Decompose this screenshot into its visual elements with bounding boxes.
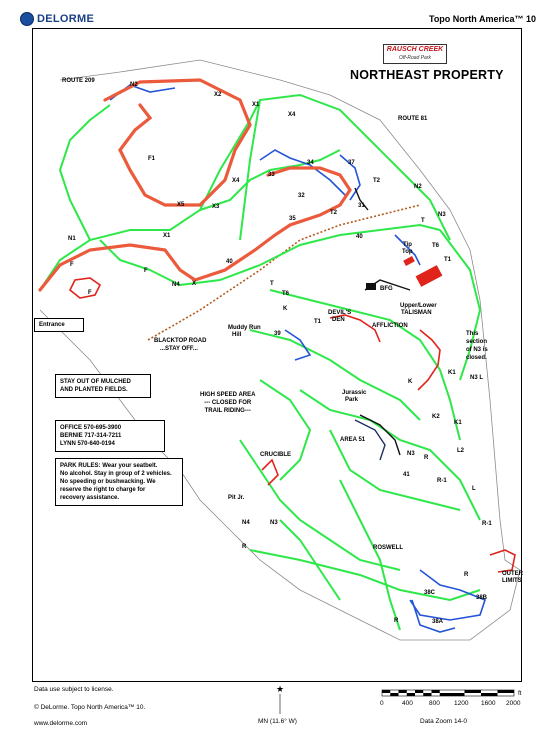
trail-label-t39: 39 [274,331,281,337]
trail-label-t34: 34 [307,160,314,166]
trail-label-mrh2: Hill [232,332,242,338]
n3-closed-note [466,330,488,362]
contact-office: OFFICE 570-695-3900 [60,425,122,431]
trail-label-x4b: X4 [232,178,240,184]
trail-label-t2b: T2 [330,210,338,216]
scale-tick-1200: 1200 [454,700,469,707]
trail-label-tiptop2: Top [402,249,413,255]
tiptop-block [403,256,415,266]
scale-bar [382,690,514,696]
trail-label-t1b: T1 [314,319,322,325]
svg-text:★: ★ [276,685,285,695]
badge-line2: Off-Road Park [399,55,431,61]
mulch-line-1: STAY OUT OF MULCHED [60,379,131,385]
scale-ticks [382,700,522,708]
trail-label-rc: R [464,572,469,578]
trail-label-t6b: T6 [282,291,290,297]
scale-tick-400: 400 [402,700,413,707]
entrance-label: Entrance [39,322,65,328]
trail-label-k2: K [408,379,413,385]
blacktop-label-2: ...STAY OFF... [160,346,198,352]
trail-label-t: T [421,218,425,224]
trail-label-t33: 33 [268,172,275,178]
trail-label-r1b: R-1 [482,521,492,527]
scale-tick-1600: 1600 [481,700,496,707]
trail-label-ul: Upper/Lower [400,303,437,309]
trail-label-jp2: Park [345,397,359,403]
trail-label-t38c: 38C [424,590,436,596]
entrance-box [34,318,84,332]
trail-label-x3: X3 [212,204,220,210]
mulch-line-2: AND PLANTED FIELDS. [60,387,128,393]
high-speed-1: HIGH SPEED AREA [200,392,256,398]
trail-label-f: F [70,262,74,268]
trail-label-f1: F1 [148,156,156,162]
green-trails [40,95,480,630]
trail-label-n3l: N3 L [470,375,484,381]
trail-label-rb: R [242,544,247,550]
trail-label-n4a: N4 [172,282,180,288]
trail-label-t1a: T1 [444,257,452,263]
trail-label-n3b: N3 [407,451,415,457]
route-81-label: ROUTE 81 [398,116,428,122]
trail-label-k1b: K1 [454,420,462,426]
trail-label-cru: CRUCIBLE [260,452,291,458]
trail-label-x4a: X4 [288,112,296,118]
high-speed-note [200,391,255,415]
trail-label-mrh: Muddy Run [228,325,261,331]
trail-label-a51: AREA 51 [340,437,366,443]
high-speed-3: TRAIL RIDING--- [204,408,251,414]
trail-label-x1a: X1 [252,102,260,108]
data-zoom: Data Zoom 14-0 [420,718,467,725]
trail-label-t35: 35 [289,216,296,222]
trail-label-dd2: DEN [332,317,345,323]
trail-label-tb: T [270,281,274,287]
trail-label-n2b: N2 [414,184,422,190]
trail-label-x1b: X1 [163,233,171,239]
rules-line-3: No speeding or bushwacking. We [60,479,156,485]
rules-line-2: No alcohol. Stay in group of 2 vehicles. [60,471,172,477]
copyright-note: © DeLorme. Topo North America™ 10. [34,704,146,711]
trail-label-ros: ROSWELL [373,545,403,551]
logo-text: DELORME [37,13,95,25]
rules-line-4: reserve the right to charge for [60,487,146,493]
contact-bernie: BERNIE 717-314-7211 [60,433,122,439]
trail-label-t6a: T6 [432,243,440,249]
trail-label-tiptop: Tip [403,242,412,248]
trail-label-jp: Jurassic [342,390,367,396]
trail-label-ol2: LIMITS [502,578,522,584]
scale-tick-2000: 2000 [506,700,521,707]
trail-label-l: L [472,486,476,492]
scale-unit: ft [518,690,522,697]
trail-label-n1: N1 [68,236,76,242]
trail-label-x: X [192,281,197,287]
trail-label-k2b: K2 [432,414,440,420]
trail-label-t40b: 40 [356,234,363,240]
trail-label-t38a: 38A [432,619,444,625]
trail-label-t38b: 38B [476,595,488,601]
badge-line1: RAUSCH CREEK [386,46,444,53]
trail-label-t40a: 40 [226,259,233,265]
highlight-route [40,80,350,290]
n3-closed-3: of N3 is [466,347,488,353]
contact-lynn: LYNN 570-640-0194 [60,441,115,447]
blacktop-road [148,205,420,340]
trail-label-ol: OUTER [502,571,523,577]
trail-label-k: K [283,306,288,312]
n3-closed-2: section [466,339,488,345]
trail-label-fb: F [144,268,148,274]
scale-tick-0: 0 [380,700,384,707]
north-arrow-icon [276,685,284,714]
map-title: NORTHEAST PROPERTY [350,68,504,82]
property-boundary [40,60,520,640]
rules-line-5: recovery assistance. [60,495,120,501]
trail-label-pj: Pit Jr. [228,495,245,501]
trail-label-r: R [424,455,429,461]
trail-label-rd: R [394,618,399,624]
rules-line-1: PARK RULES: Wear your seatbelt. [60,463,158,469]
trail-label-f2: F [88,290,92,296]
high-speed-2: --- CLOSED FOR [204,400,252,406]
scale-tick-800: 800 [429,700,440,707]
delorme-link[interactable]: www.delorme.com [34,720,88,727]
trail-label-t2a: T2 [373,178,381,184]
rausch-creek-badge [383,44,447,64]
trail-label-l2: L2 [457,448,465,454]
bfg-block [366,283,376,290]
route-209-label: ROUTE 209 [62,78,95,84]
trail-label-t32: 32 [298,193,305,199]
trail-label-t37: 37 [348,160,355,166]
talisman-block [416,265,443,287]
trail-label-n2: N2 [130,82,138,88]
n3-closed-1: This [466,331,479,337]
contacts-box [55,420,165,452]
trail-label-aff: AFFLICTION [372,323,408,329]
trail-label-n3a: N3 [438,212,446,218]
trail-label-x2: X2 [214,92,222,98]
trail-label-n4b: N4 [242,520,250,526]
trail-label-t41: 41 [403,472,410,478]
trail-label-tal: TALISMAN [401,310,432,316]
product-name: Topo North America™ 10 [428,14,536,24]
trail-label-bfg: BFG [380,286,393,292]
trail-label-r1a: R-1 [437,478,447,484]
park-rules-box [55,458,183,506]
blacktop-label-1: BLACKTOP ROAD [154,338,207,344]
mulch-warning [55,374,151,398]
license-note: Data use subject to license. [34,686,114,693]
trail-label-k1: K1 [448,370,456,376]
trail-label-x5: X5 [177,202,185,208]
trail-label-t31: 31 [358,203,365,209]
n3-closed-4: closed. [466,355,487,361]
declination: MN (11.6° W) [258,718,297,725]
trail-label-n3c: N3 [270,520,278,526]
trail-label-dd: DEVIL'S [328,310,352,316]
